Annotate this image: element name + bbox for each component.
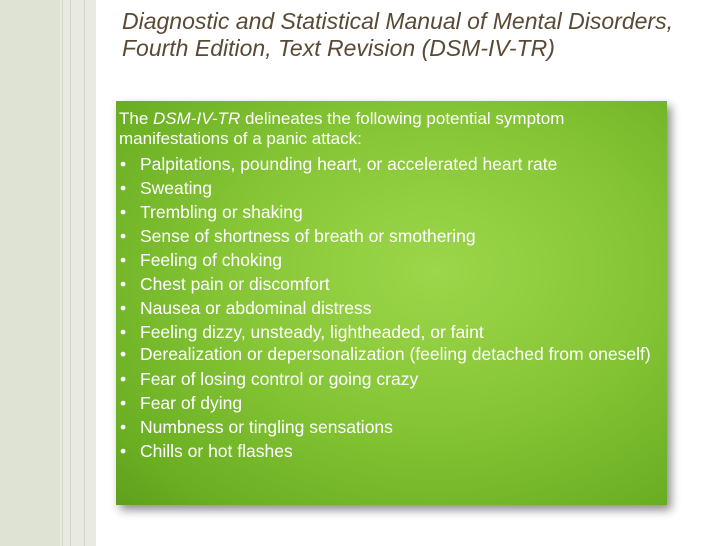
list-item: [119, 416, 661, 438]
list-item: [119, 392, 661, 414]
band-stripe: [70, 0, 71, 546]
content-panel: [116, 101, 667, 505]
list-item: [119, 321, 661, 343]
list-item-text: Trembling or shaking: [140, 202, 303, 222]
list-item: [119, 201, 661, 223]
left-decorative-band: [0, 0, 96, 546]
bullet-icon: •: [120, 393, 127, 413]
list-item: [119, 153, 661, 175]
list-item: [119, 177, 661, 199]
list-item: [119, 368, 661, 390]
list-item: [119, 273, 661, 295]
bullet-icon: •: [120, 250, 127, 270]
intro-suffix: delineates the following potential symptom manifestations of a panic attack:: [119, 109, 565, 148]
list-item-text: Sweating: [140, 178, 212, 198]
bullet-icon: •: [120, 344, 127, 364]
bullet-icon: •: [120, 441, 127, 461]
list-item: [119, 440, 661, 462]
list-item-text: Palpitations, pounding heart, or accelerated heart rate: [140, 154, 558, 174]
bullet-icon: •: [120, 154, 127, 174]
bullet-icon: •: [120, 298, 127, 318]
symptom-list: [119, 153, 661, 462]
list-item-text: Chest pain or discomfort: [140, 274, 330, 294]
bullet-icon: •: [120, 274, 127, 294]
list-item-text: Nausea or abdominal distress: [140, 298, 372, 318]
bullet-icon: •: [120, 226, 127, 246]
list-item-text: Chills or hot flashes: [140, 441, 293, 461]
band-stripe: [84, 0, 85, 546]
list-item-text: Derealization or depersonalization (feeling detached from oneself): [140, 344, 651, 364]
slide-title: Diagnostic and Statistical Manual of Mental Disorders, Fourth Edition, Text Revision (DSM-IV-TR): [122, 8, 673, 61]
intro-emphasis: DSM-IV-TR: [153, 109, 241, 128]
left-band-inner: [0, 0, 60, 546]
list-item: [119, 297, 661, 319]
list-item-text: Fear of losing control or going crazy: [140, 369, 419, 389]
band-stripe: [62, 0, 63, 546]
bullet-icon: •: [120, 417, 127, 437]
list-item: [119, 225, 661, 247]
intro-text: [119, 109, 661, 149]
bullet-icon: •: [120, 178, 127, 198]
intro-prefix: The: [119, 109, 154, 128]
bullet-icon: •: [120, 322, 127, 342]
list-item-text: Sense of shortness of breath or smothering: [140, 226, 476, 246]
list-item: [119, 249, 661, 271]
bullet-icon: •: [120, 202, 127, 222]
list-item-text: Feeling dizzy, unsteady, lightheaded, or faint: [140, 322, 484, 342]
list-item-text: Feeling of choking: [140, 250, 283, 270]
bullet-icon: •: [120, 369, 127, 389]
list-item-text: Numbness or tingling sensations: [140, 417, 393, 437]
list-item-text: Fear of dying: [140, 393, 243, 413]
list-item: [119, 345, 661, 364]
